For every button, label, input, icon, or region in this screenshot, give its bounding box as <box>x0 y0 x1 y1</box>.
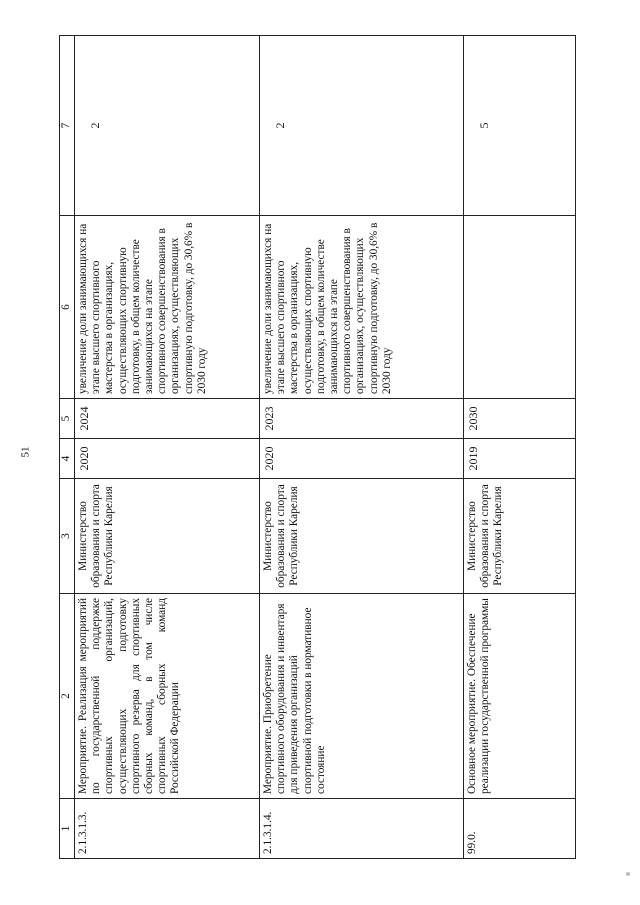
program-activities-table <box>59 35 576 859</box>
row-activity: Мероприятие. Приобретение спортивного оборудования и инвентаря для приведения организаций спортивной подготовки в нормативное состояние <box>260 594 464 799</box>
row-code: 2.1.3.1.3. <box>75 799 260 859</box>
row-result <box>464 216 576 399</box>
header-cell: 3 <box>60 479 75 594</box>
row-activity: Мероприятие. Реализация мероприятий по государственной поддержке спортивных организаций, осуществляющих подготовку спортивного резерва для спортивных сборных команд, в том числе спортивных сборных команд Российской Федерации <box>75 594 260 799</box>
row-end-year: 2030 <box>464 399 576 439</box>
row-end-year: 2023 <box>260 399 464 439</box>
page-number: 51 <box>19 446 32 458</box>
row-start-year: 2020 <box>260 439 464 479</box>
row-col7: 5 <box>464 36 576 216</box>
table-row <box>75 36 260 859</box>
row-code: 2.1.3.1.4. <box>260 799 464 859</box>
row-start-year: 2019 <box>464 439 576 479</box>
header-cell: 6 <box>60 216 75 399</box>
scan-speck <box>626 872 630 876</box>
row-result: увеличение доли занимающихся на этапе высшего спортивного мастерства в организациях, осуществляющих спортивную подготовку, в общем количестве занимающихся на этапе спортивного совершенствования в организациях, осуществляющих спортивную подготовку, до 30,6% в 2030 году <box>260 216 464 399</box>
row-code: 99.0. <box>464 799 576 859</box>
header-cell: 7 <box>60 36 75 216</box>
row-col7: 2 <box>260 36 464 216</box>
row-executor: Министерство образования и спорта Республики Карелия <box>464 479 576 594</box>
row-col7: 2 <box>75 36 260 216</box>
row-start-year: 2020 <box>75 439 260 479</box>
header-cell: 5 <box>60 399 75 439</box>
table-header-row <box>60 36 75 859</box>
header-cell: 2 <box>60 594 75 799</box>
header-cell: 1 <box>60 799 75 859</box>
row-executor: Министерство образования и спорта Республики Карелия <box>75 479 260 594</box>
table-row <box>260 36 464 859</box>
table-row <box>464 36 576 859</box>
header-cell: 4 <box>60 439 75 479</box>
rotated-table-wrapper <box>59 36 576 859</box>
row-activity: Основное мероприятие. Обеспечение реализации государственной программы <box>464 594 576 799</box>
row-executor: Министерство образования и спорта Республики Карелия <box>260 479 464 594</box>
row-result: увеличение доли занимающихся на этапе высшего спортивного мастерства в организациях, осуществляющих спортивную подготовку, в общем количестве занимающихся на этапе спортивного совершенствования в организациях, осуществляющих спортивную подготовку, до 30,6% в 2030 году <box>75 216 260 399</box>
row-end-year: 2024 <box>75 399 260 439</box>
